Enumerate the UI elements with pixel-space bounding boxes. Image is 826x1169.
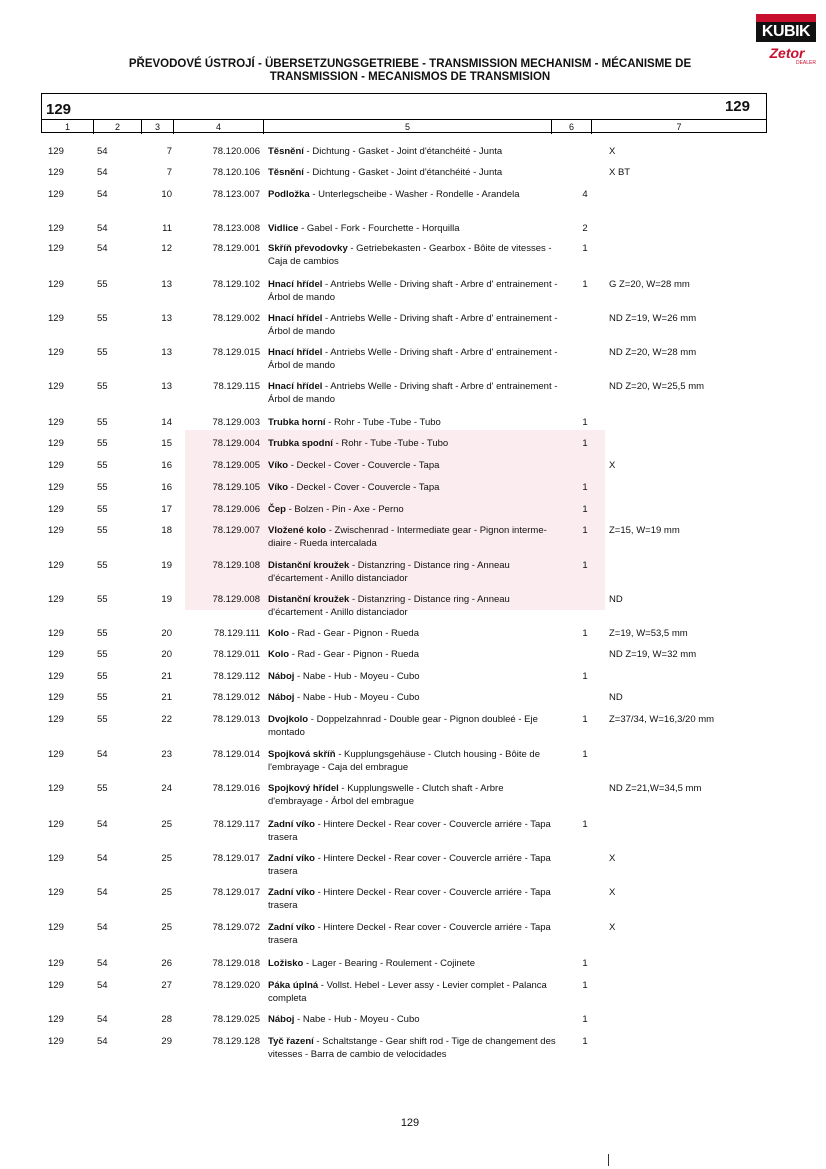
cell-note: ND Z=19, W=26 mm xyxy=(609,313,697,324)
description-translations: - Rad - Gear - Pignon - Rueda xyxy=(289,649,420,660)
page-number: 129 xyxy=(400,1117,420,1129)
table-header xyxy=(41,93,767,133)
cell-position: 25 xyxy=(161,853,172,864)
cell-part-number: 78.129.014 xyxy=(212,749,260,760)
cell-picture: 55 xyxy=(97,671,108,682)
cell-group: 129 xyxy=(48,525,64,536)
cell-position: 17 xyxy=(161,504,172,515)
description-translations: - Hintere Deckel - Rear cover - Couvercle arriére - Tapa trasera xyxy=(268,922,551,946)
cell-part-number: 78.129.020 xyxy=(212,980,260,991)
cell-picture: 55 xyxy=(97,649,108,660)
cell-description xyxy=(268,524,558,550)
cell-note: Z=37/34, W=16,3/20 mm xyxy=(609,714,715,725)
description-translations: - Dichtung - Gasket - Joint d'étanchéité - Junta xyxy=(303,146,503,157)
description-translations: - Lager - Bearing - Roulement - Cojinete xyxy=(303,958,475,969)
cell-note: Z=15, W=19 mm xyxy=(609,525,680,536)
cell-position: 7 xyxy=(166,146,172,157)
cell-group: 129 xyxy=(48,189,64,200)
cell-position: 19 xyxy=(161,560,172,571)
cell-position: 14 xyxy=(161,417,172,428)
cell-quantity: 1 xyxy=(582,417,588,428)
cell-part-number: 78.129.001 xyxy=(212,243,260,254)
cell-quantity: 1 xyxy=(582,819,588,830)
cell-part-number: 78.129.004 xyxy=(212,438,260,449)
description-translations: - Vollst. Hebel - Lever assy - Levier complet - Palanca completa xyxy=(268,980,547,1004)
cell-position: 11 xyxy=(162,223,172,234)
description-czech: Náboj xyxy=(268,692,295,703)
cell-group: 129 xyxy=(48,1014,64,1025)
kubik-zetor-logo: KUBIK Zetor DEALER xyxy=(756,14,816,70)
description-translations: - Hintere Deckel - Rear cover - Couvercle arriére - Tapa trasera xyxy=(268,887,551,911)
cell-position: 16 xyxy=(161,460,172,471)
cell-position: 10 xyxy=(161,189,172,200)
cell-note: X xyxy=(609,853,616,864)
cell-group: 129 xyxy=(48,417,64,428)
cell-part-number: 78.129.015 xyxy=(212,347,260,358)
cell-part-number: 78.129.102 xyxy=(212,279,260,290)
cell-position: 20 xyxy=(161,628,172,639)
cell-picture: 55 xyxy=(97,560,108,571)
description-czech: Hnací hřídel xyxy=(268,347,323,358)
description-czech: Hnací hřídel xyxy=(268,381,323,392)
cell-part-number: 78.129.007 xyxy=(212,525,260,536)
cell-part-number: 78.129.016 xyxy=(212,783,260,794)
group-number-left: 129 xyxy=(46,101,72,118)
description-translations: - Nabe - Hub - Moyeu - Cubo xyxy=(294,671,420,682)
cell-description xyxy=(268,957,558,970)
cell-note: X xyxy=(609,922,616,933)
description-translations: - Bolzen - Pin - Axe - Perno xyxy=(285,504,404,515)
cell-description xyxy=(268,713,558,739)
description-czech: Zadní víko xyxy=(268,819,315,830)
description-czech: Těsnění xyxy=(268,167,304,178)
description-czech: Tyč řazení xyxy=(268,1036,314,1047)
description-czech: Distanční kroužek xyxy=(268,594,350,605)
description-czech: Dvojkolo xyxy=(268,714,309,725)
cell-description xyxy=(268,1013,558,1026)
cell-note: ND Z=20, W=28 mm xyxy=(609,347,697,358)
cell-picture: 54 xyxy=(97,980,108,991)
cell-group: 129 xyxy=(48,853,64,864)
cell-part-number: 78.129.117 xyxy=(213,819,260,830)
title-line-2: TRANSMISSION - MECANISMOS DE TRANSMISION xyxy=(269,71,551,83)
cell-group: 129 xyxy=(48,922,64,933)
description-czech: Vidlice xyxy=(268,223,299,234)
cell-part-number: 78.129.003 xyxy=(212,417,260,428)
description-translations: - Hintere Deckel - Rear cover - Couvercle arriére - Tapa trasera xyxy=(268,819,551,843)
cell-note: X xyxy=(609,460,616,471)
group-number-right: 129 xyxy=(724,98,750,115)
cell-quantity: 1 xyxy=(582,243,588,254)
description-czech: Čep xyxy=(268,504,286,515)
cell-picture: 55 xyxy=(97,783,108,794)
cell-part-number: 78.129.005 xyxy=(212,460,260,471)
cell-picture: 54 xyxy=(97,146,108,157)
cell-position: 20 xyxy=(161,649,172,660)
cell-description xyxy=(268,921,558,947)
cell-position: 13 xyxy=(161,279,172,290)
cell-description xyxy=(268,346,558,372)
cell-picture: 54 xyxy=(97,243,108,254)
cell-quantity: 1 xyxy=(582,279,588,290)
cell-note: X xyxy=(609,887,616,898)
cell-part-number: 78.129.025 xyxy=(212,1014,260,1025)
cell-quantity: 1 xyxy=(582,1014,588,1025)
cell-picture: 55 xyxy=(97,628,108,639)
col-header-1: 1 xyxy=(42,120,94,134)
description-czech: Zadní víko xyxy=(268,853,315,864)
cell-description xyxy=(268,503,558,516)
cell-picture: 55 xyxy=(97,482,108,493)
col-header-4: 4 xyxy=(174,120,264,134)
description-czech: Skříň převodovky xyxy=(268,243,348,254)
cell-quantity: 1 xyxy=(582,749,588,760)
cell-group: 129 xyxy=(48,958,64,969)
cell-group: 129 xyxy=(48,714,64,725)
cell-part-number: 78.129.105 xyxy=(212,482,260,493)
cell-position: 24 xyxy=(161,783,172,794)
cell-description xyxy=(268,222,558,235)
description-czech: Kolo xyxy=(268,649,290,660)
cell-position: 25 xyxy=(161,819,172,830)
cell-part-number: 78.129.002 xyxy=(212,313,260,324)
cell-description xyxy=(268,1035,558,1061)
description-czech: Zadní víko xyxy=(268,922,315,933)
cell-position: 22 xyxy=(161,714,172,725)
cell-picture: 54 xyxy=(97,887,108,898)
cell-description xyxy=(268,979,558,1005)
cell-group: 129 xyxy=(48,347,64,358)
col-header-2: 2 xyxy=(94,120,142,134)
description-translations: - Distanzring - Distance ring - Anneau d'écartement - Anillo distanciador xyxy=(268,560,510,584)
cell-description xyxy=(268,782,558,808)
cell-quantity: 1 xyxy=(582,714,588,725)
cell-picture: 54 xyxy=(97,1014,108,1025)
cell-group: 129 xyxy=(48,594,64,605)
cell-description xyxy=(268,593,558,619)
description-translations: - Rohr - Tube -Tube - Tubo xyxy=(332,438,449,449)
description-translations: - Zwischenrad - Intermediate gear - Pignon interme-diaire - Rueda intercalada xyxy=(268,525,547,549)
cell-note: X BT xyxy=(609,167,631,178)
description-translations: - Antriebs Welle - Driving shaft - Arbre d' entrainement - Árbol de mando xyxy=(268,279,558,303)
cell-picture: 55 xyxy=(97,460,108,471)
description-translations: - Antriebs Welle - Driving shaft - Arbre d' entrainement - Árbol de mando xyxy=(268,381,558,405)
cell-description xyxy=(268,188,558,201)
description-translations: - Rad - Gear - Pignon - Rueda xyxy=(289,628,420,639)
cell-position: 23 xyxy=(161,749,172,760)
cell-group: 129 xyxy=(48,482,64,493)
description-czech: Náboj xyxy=(268,1014,295,1025)
description-translations: - Gabel - Fork - Fourchette - Horquilla xyxy=(298,223,460,234)
description-czech: Zadní víko xyxy=(268,887,315,898)
description-translations: - Schaltstange - Gear shift rod - Tige de changement des vitesses - Barra de cambio de velocidades xyxy=(268,1036,556,1060)
cell-description xyxy=(268,242,558,268)
cell-part-number: 78.123.008 xyxy=(212,223,260,234)
description-czech: Hnací hřídel xyxy=(268,279,323,290)
cell-position: 26 xyxy=(161,958,172,969)
cell-part-number: 78.129.072 xyxy=(212,922,260,933)
cell-group: 129 xyxy=(48,167,64,178)
description-czech: Víko xyxy=(268,482,289,493)
col-header-3: 3 xyxy=(142,120,174,134)
cell-group: 129 xyxy=(48,749,64,760)
cell-position: 16 xyxy=(161,482,172,493)
cell-picture: 54 xyxy=(97,819,108,830)
description-czech: Náboj xyxy=(268,671,295,682)
description-czech: Podložka xyxy=(268,189,310,200)
cell-description xyxy=(268,278,558,304)
description-translations: - Hintere Deckel - Rear cover - Couvercle arriére - Tapa trasera xyxy=(268,853,551,877)
cell-description xyxy=(268,852,558,878)
cell-note: ND Z=21,W=34,5 mm xyxy=(609,783,702,794)
cell-picture: 55 xyxy=(97,594,108,605)
cell-group: 129 xyxy=(48,223,64,234)
cell-group: 129 xyxy=(48,980,64,991)
title-line-1: PŘEVODOVÉ ÚSTROJÍ - ÜBERSETZUNGSGETRIEBE - TRANSMISSION MECHANISM - MÉCANISME DE xyxy=(128,58,692,70)
cell-description xyxy=(268,818,558,844)
description-translations: - Kupplungsgehäuse - Clutch housing - Bôite de l'embrayage - Caja del embrague xyxy=(268,749,540,773)
cell-group: 129 xyxy=(48,504,64,515)
description-translations: - Distanzring - Distance ring - Anneau d'écartement - Anillo distanciador xyxy=(268,594,510,618)
cell-picture: 54 xyxy=(97,749,108,760)
cell-group: 129 xyxy=(48,279,64,290)
cell-position: 27 xyxy=(161,980,172,991)
cell-part-number: 78.129.128 xyxy=(212,1036,260,1047)
cell-part-number: 78.120.006 xyxy=(212,146,260,157)
cell-quantity: 1 xyxy=(582,482,588,493)
cell-picture: 54 xyxy=(97,189,108,200)
cell-picture: 55 xyxy=(97,525,108,536)
description-czech: Trubka horní xyxy=(268,417,326,428)
cell-part-number: 78.129.017 xyxy=(212,853,260,864)
cell-picture: 54 xyxy=(97,223,108,234)
cell-quantity: 1 xyxy=(582,560,588,571)
description-czech: Páka úplná xyxy=(268,980,319,991)
cell-part-number: 78.129.017 xyxy=(212,887,260,898)
description-czech: Kolo xyxy=(268,628,290,639)
cell-quantity: 1 xyxy=(582,504,588,515)
cell-position: 19 xyxy=(161,594,172,605)
cell-picture: 54 xyxy=(97,1036,108,1047)
cell-group: 129 xyxy=(48,649,64,660)
cell-part-number: 78.129.112 xyxy=(213,671,260,682)
description-czech: Vložené kolo xyxy=(268,525,327,536)
cell-part-number: 78.129.012 xyxy=(212,692,260,703)
cell-description xyxy=(268,312,558,338)
cell-group: 129 xyxy=(48,819,64,830)
cell-group: 129 xyxy=(48,438,64,449)
cell-part-number: 78.120.106 xyxy=(212,167,260,178)
cell-picture: 54 xyxy=(97,922,108,933)
col-header-5: 5 xyxy=(264,120,552,134)
cell-position: 7 xyxy=(166,167,172,178)
cell-picture: 54 xyxy=(97,167,108,178)
cell-group: 129 xyxy=(48,887,64,898)
cell-description xyxy=(268,648,558,661)
cell-picture: 55 xyxy=(97,417,108,428)
cell-description xyxy=(268,459,558,472)
cell-description xyxy=(268,481,558,494)
cell-picture: 55 xyxy=(97,279,108,290)
cell-position: 15 xyxy=(161,438,172,449)
cell-description xyxy=(268,559,558,585)
description-czech: Distanční kroužek xyxy=(268,560,350,571)
cell-part-number: 78.129.018 xyxy=(212,958,260,969)
cell-group: 129 xyxy=(48,146,64,157)
description-translations: - Getriebekasten - Gearbox - Bôite de vitesses - Caja de cambios xyxy=(268,243,552,267)
cell-position: 21 xyxy=(161,671,172,682)
cell-part-number: 78.129.013 xyxy=(212,714,260,725)
cell-note: Z=19, W=53,5 mm xyxy=(609,628,688,639)
cell-position: 25 xyxy=(161,922,172,933)
cell-group: 129 xyxy=(48,783,64,794)
cell-picture: 55 xyxy=(97,313,108,324)
cell-description xyxy=(268,437,558,450)
cell-group: 129 xyxy=(48,671,64,682)
description-translations: - Antriebs Welle - Driving shaft - Arbre d' entrainement - Árbol de mando xyxy=(268,313,558,337)
description-czech: Ložisko xyxy=(268,958,304,969)
cell-position: 18 xyxy=(161,525,172,536)
cell-quantity: 2 xyxy=(582,223,588,234)
cell-group: 129 xyxy=(48,560,64,571)
cell-position: 21 xyxy=(161,692,172,703)
cell-group: 129 xyxy=(48,313,64,324)
cell-description xyxy=(268,416,558,429)
description-translations: - Nabe - Hub - Moyeu - Cubo xyxy=(294,1014,420,1025)
description-czech: Spojková skříň xyxy=(268,749,336,760)
cell-picture: 54 xyxy=(97,958,108,969)
cell-note: G Z=20, W=28 mm xyxy=(609,279,690,290)
margin-mark xyxy=(608,1154,609,1166)
description-translations: - Nabe - Hub - Moyeu - Cubo xyxy=(294,692,420,703)
description-translations: - Antriebs Welle - Driving shaft - Arbre d' entrainement - Árbol de mando xyxy=(268,347,558,371)
description-czech: Trubka spodní xyxy=(268,438,333,449)
cell-quantity: 1 xyxy=(582,980,588,991)
description-translations: - Dichtung - Gasket - Joint d'étanchéité - Junta xyxy=(303,167,503,178)
cell-position: 29 xyxy=(161,1036,172,1047)
description-czech: Víko xyxy=(268,460,289,471)
cell-position: 25 xyxy=(161,887,172,898)
cell-picture: 55 xyxy=(97,504,108,515)
description-czech: Hnací hřídel xyxy=(268,313,323,324)
cell-quantity: 1 xyxy=(582,628,588,639)
cell-position: 12 xyxy=(161,243,172,254)
cell-note: ND xyxy=(609,692,623,703)
cell-description xyxy=(268,748,558,774)
cell-position: 13 xyxy=(161,381,172,392)
cell-description xyxy=(268,691,558,704)
cell-group: 129 xyxy=(48,381,64,392)
cell-picture: 54 xyxy=(97,853,108,864)
cell-picture: 55 xyxy=(97,381,108,392)
cell-note: ND xyxy=(609,594,623,605)
cell-picture: 55 xyxy=(97,347,108,358)
cell-description xyxy=(268,145,558,158)
cell-part-number: 78.123.007 xyxy=(212,189,260,200)
cell-description xyxy=(268,166,558,179)
cell-part-number: 78.129.108 xyxy=(212,560,260,571)
cell-description xyxy=(268,627,558,640)
cell-group: 129 xyxy=(48,1036,64,1047)
cell-part-number: 78.129.115 xyxy=(213,381,260,392)
cell-note: ND Z=19, W=32 mm xyxy=(609,649,697,660)
cell-group: 129 xyxy=(48,243,64,254)
cell-description xyxy=(268,886,558,912)
col-header-7: 7 xyxy=(676,122,682,132)
cell-note: ND Z=20, W=25,5 mm xyxy=(609,381,705,392)
description-translations: - Rohr - Tube -Tube - Tubo xyxy=(325,417,441,428)
cell-part-number: 78.129.011 xyxy=(213,649,260,660)
cell-quantity: 1 xyxy=(582,438,588,449)
cell-picture: 55 xyxy=(97,714,108,725)
cell-picture: 55 xyxy=(97,692,108,703)
cell-quantity: 4 xyxy=(582,189,588,200)
description-translations: - Kupplungswelle - Clutch shaft - Arbre d'embrayage - Árbol del embrague xyxy=(268,783,504,807)
cell-part-number: 78.129.006 xyxy=(212,504,260,515)
cell-position: 28 xyxy=(161,1014,172,1025)
cell-group: 129 xyxy=(48,692,64,703)
cell-part-number: 78.129.008 xyxy=(212,594,260,605)
description-translations: - Doppelzahnrad - Double gear - Pignon doubleé - Eje montado xyxy=(268,714,538,738)
cell-description xyxy=(268,380,558,406)
description-czech: Těsnění xyxy=(268,146,304,157)
description-translations: - Deckel - Cover - Couvercle - Tapa xyxy=(288,460,440,471)
cell-group: 129 xyxy=(48,628,64,639)
cell-position: 13 xyxy=(161,313,172,324)
cell-part-number: 78.129.111 xyxy=(213,628,260,639)
cell-position: 13 xyxy=(161,347,172,358)
cell-quantity: 1 xyxy=(582,958,588,969)
cell-picture: 55 xyxy=(97,438,108,449)
description-translations: - Unterlegscheibe - Washer - Rondelle - Arandela xyxy=(309,189,520,200)
cell-quantity: 1 xyxy=(582,1036,588,1047)
col-header-6: 6 xyxy=(552,120,592,134)
cell-quantity: 1 xyxy=(582,525,588,536)
description-translations: - Deckel - Cover - Couvercle - Tapa xyxy=(288,482,440,493)
cell-group: 129 xyxy=(48,460,64,471)
cell-description xyxy=(268,670,558,683)
description-czech: Spojkový hřídel xyxy=(268,783,339,794)
column-number-row xyxy=(42,119,766,134)
page-title xyxy=(60,58,760,84)
cell-note: X xyxy=(609,146,616,157)
cell-quantity: 1 xyxy=(582,671,588,682)
